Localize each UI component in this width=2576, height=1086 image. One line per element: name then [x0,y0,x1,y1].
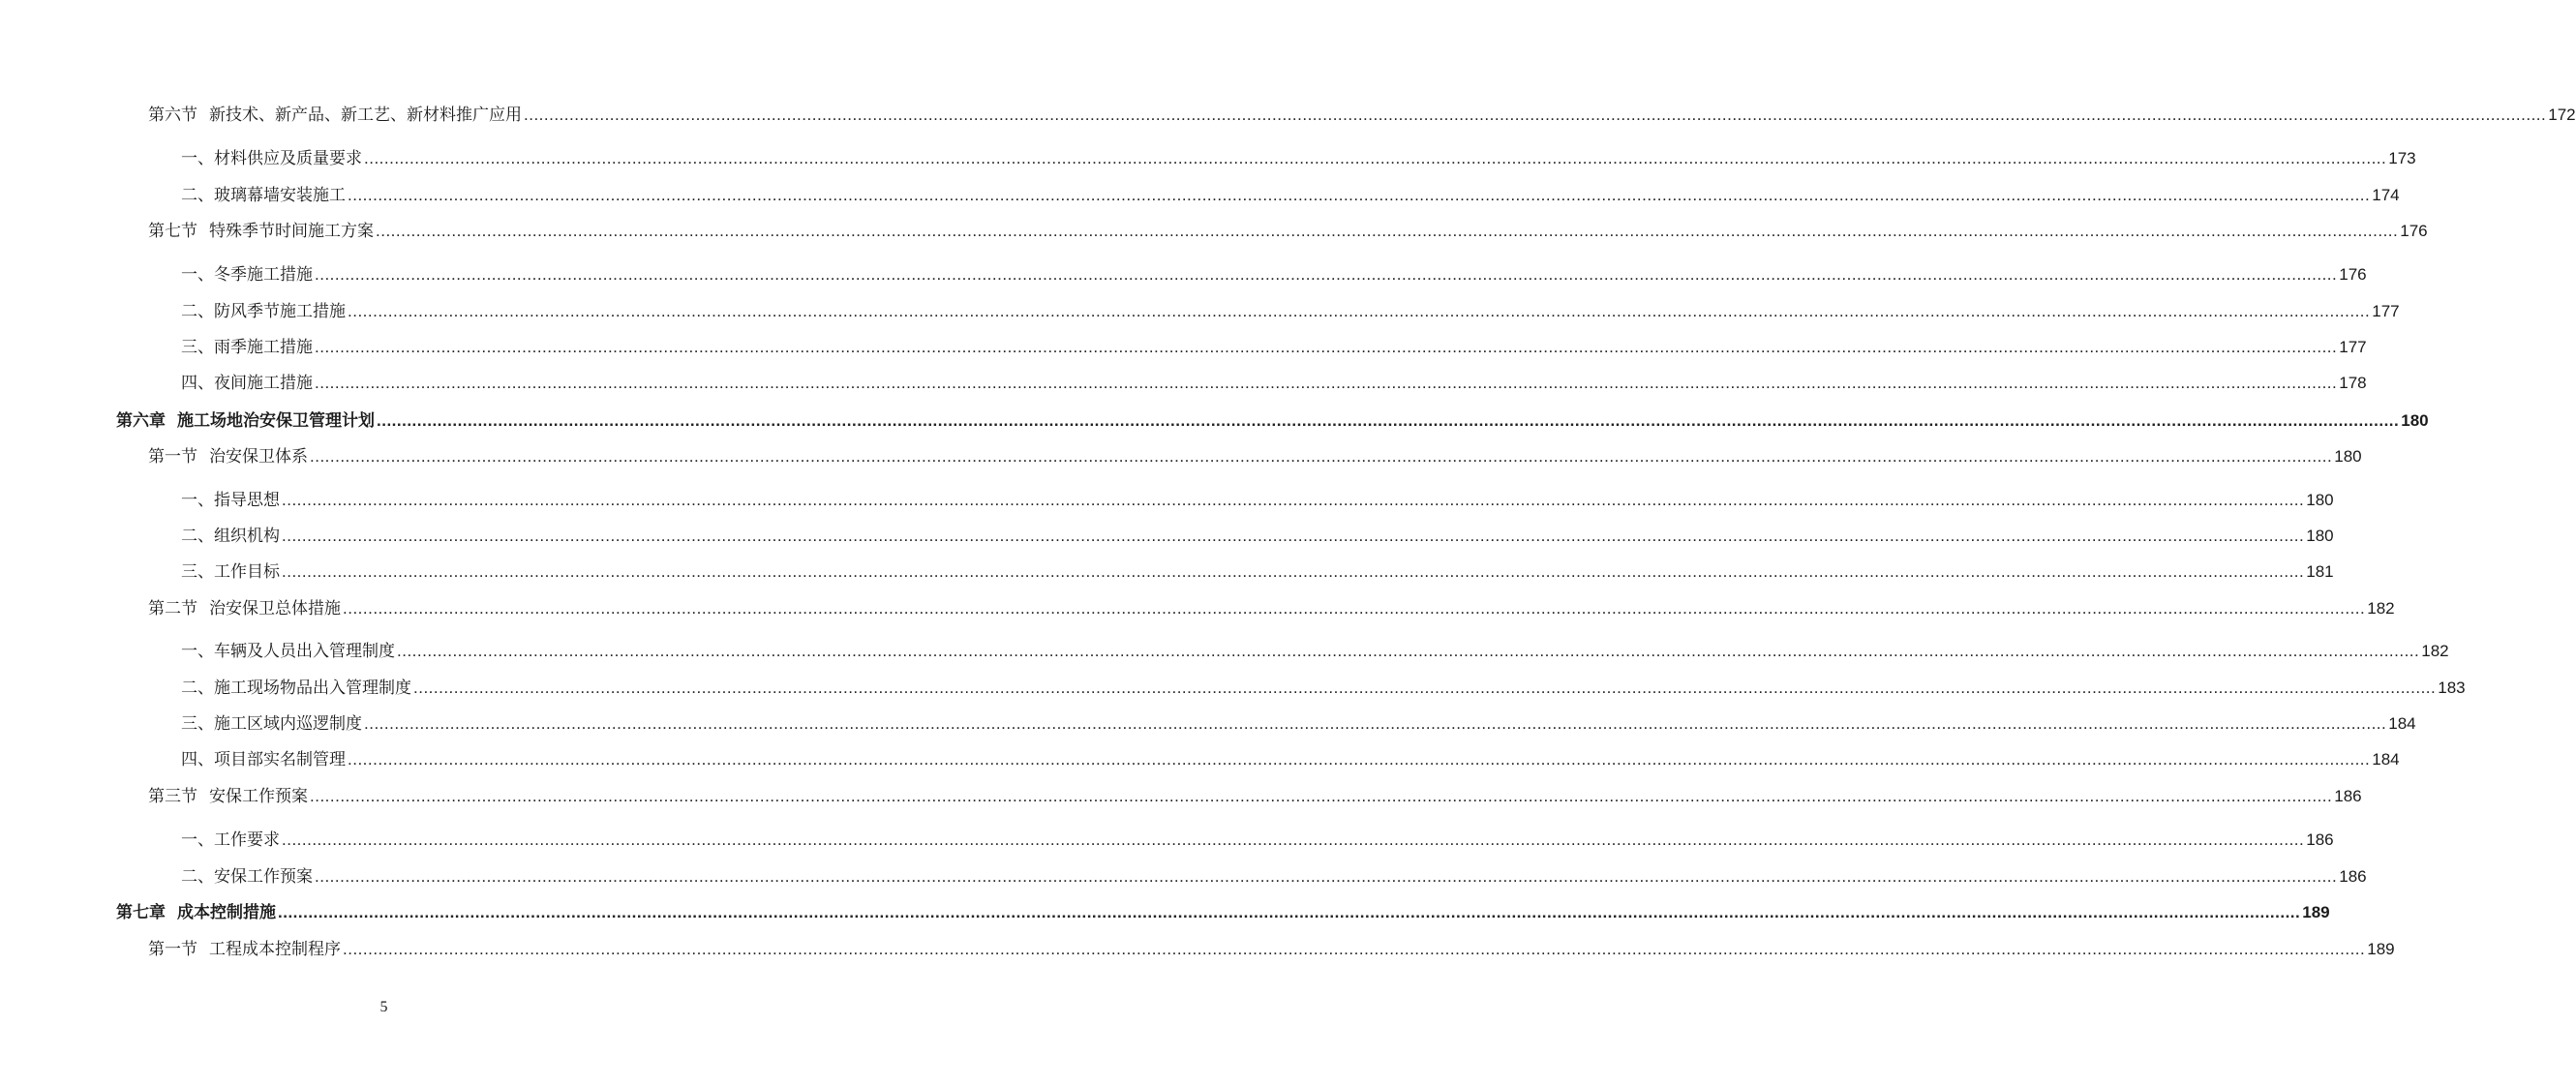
toc-entry[interactable] [148,939,2395,960]
toc-entry-title: 车辆及人员出入管理制度 [214,642,395,661]
toc-entry-number: 三、 [181,714,214,734]
toc-leader-dots: ................................................................................................................................................................................................................................................................................................................................................................................................................ [282,491,2305,509]
toc-entry-label [181,490,280,511]
toc-entry[interactable] [181,526,2334,547]
toc-leader-dots: ................................................................................................................................................................................................................................................................................................................................................................................................................ [348,186,2371,204]
toc-entry-number: 二、 [181,527,214,546]
toc-entry-number: 第七章 [116,903,166,922]
toc-entry-label [181,866,313,888]
toc-entry-page: 186 [2334,787,2362,805]
toc-entry[interactable] [181,337,2367,358]
toc-entry[interactable] [148,598,2395,619]
toc-entry-page: 180 [2306,491,2334,509]
toc-entry-page: 183 [2438,679,2466,697]
toc-entry-title: 施工现场物品出入管理制度 [214,679,411,698]
toc-entry-page: 180 [2401,411,2429,430]
toc-entry-number: 四、 [181,374,214,393]
toc-entry-page: 177 [2372,302,2400,320]
toc-entry-label [181,749,346,770]
toc-entry-page: 178 [2339,374,2367,392]
toc-leader-dots: ................................................................................................................................................................................................................................................................................................................................................................................................................ [315,374,2338,392]
toc-leader-dots: ................................................................................................................................................................................................................................................................................................................................................................................................................ [310,787,2333,805]
toc-entry-title: 施工场地治安保卫管理计划 [177,411,375,431]
toc-entry-title: 安保工作预案 [209,787,308,806]
toc-entry-page: 174 [2372,186,2400,204]
toc-entry[interactable] [181,264,2367,286]
toc-entry-number: 第七节 [148,222,197,241]
toc-entry-label [181,148,362,169]
toc-entry-label [148,939,341,960]
toc-entry-title: 新技术、新产品、新工艺、新材料推广应用 [209,106,522,125]
toc-leader-dots: ................................................................................................................................................................................................................................................................................................................................................................................................................ [348,750,2371,769]
toc-entry-label [181,561,280,583]
toc-entry[interactable] [181,185,2400,206]
toc-leader-dots: ................................................................................................................................................................................................................................................................................................................................................................................................................ [364,149,2387,167]
toc-entry-title: 材料供应及质量要求 [214,149,362,168]
toc-entry-page: 189 [2302,903,2330,921]
toc-entry-number: 第三节 [148,787,197,806]
toc-entry-page: 186 [2339,867,2367,886]
toc-entry[interactable] [181,301,2400,322]
toc-entry-title: 项目部实名制管理 [214,750,346,769]
toc-leader-dots: ................................................................................................................................................................................................................................................................................................................................................................................................................ [310,447,2333,466]
toc-entry-label [148,598,341,619]
toc-leader-dots: ................................................................................................................................................................................................................................................................................................................................................................................................................ [413,679,2437,697]
toc-entry[interactable] [181,148,2416,169]
toc-leader-dots: ................................................................................................................................................................................................................................................................................................................................................................................................................ [278,903,2301,921]
toc-entry-number: 一、 [181,642,214,661]
toc-entry-page: 173 [2388,149,2416,167]
toc-entry-number: 三、 [181,562,214,582]
toc-entry-label [181,301,346,322]
toc-entry-page: 186 [2306,830,2334,849]
toc-entry-page: 180 [2306,527,2334,545]
toc-leader-dots: ................................................................................................................................................................................................................................................................................................................................................................................................................ [282,562,2305,581]
toc-entry-number: 一、 [181,830,214,850]
toc-entry-page: 189 [2367,940,2395,958]
toc-entry-number: 二、 [181,679,214,698]
toc-entry-title: 安保工作预案 [214,867,313,887]
toc-entry[interactable] [148,105,2576,126]
toc-entry-page: 172 [2548,106,2576,124]
toc-entry-title: 雨季施工措施 [214,338,313,357]
toc-entry-page: 182 [2367,599,2395,618]
toc-entry-number: 一、 [181,149,214,168]
toc-entry-title: 工作要求 [214,830,280,850]
toc-entry-title: 防风季节施工措施 [214,302,346,321]
toc-entry[interactable] [148,786,2362,807]
toc-entry-label [181,830,280,851]
page-number: 5 [379,999,388,1015]
toc-leader-dots: ................................................................................................................................................................................................................................................................................................................................................................................................................ [282,527,2305,545]
toc-entry-page: 184 [2372,750,2400,769]
toc-entry-label [116,410,375,432]
toc-entry-title: 治安保卫总体措施 [209,599,341,618]
toc-entry-page: 177 [2339,338,2367,356]
toc-entry[interactable] [181,561,2334,583]
toc-entry-label [148,105,522,126]
toc-entry-title: 指导思想 [214,491,280,510]
toc-entry-number: 第二节 [148,599,197,618]
toc-entry-title: 组织机构 [214,527,280,546]
toc-entry-label [181,373,313,394]
toc-leader-dots: ................................................................................................................................................................................................................................................................................................................................................................................................................ [376,222,2399,240]
toc-entry-title: 工程成本控制程序 [209,940,341,959]
toc-entry[interactable] [181,490,2334,511]
toc-entry-number: 四、 [181,750,214,769]
toc-leader-dots: ................................................................................................................................................................................................................................................................................................................................................................................................................ [397,642,2420,660]
toc-entry-label [181,713,362,735]
toc-entry-label [181,641,395,662]
toc-entry[interactable] [181,641,2449,662]
toc-entry-page: 180 [2334,447,2362,466]
toc-entry[interactable] [116,410,2429,432]
toc-entry-number: 第一节 [148,940,197,959]
toc-leader-dots: ................................................................................................................................................................................................................................................................................................................................................................................................................ [524,106,2547,124]
toc-entry[interactable] [181,749,2400,770]
toc-entry-label [181,264,313,286]
toc-leader-dots: ................................................................................................................................................................................................................................................................................................................................................................................................................ [348,302,2371,320]
toc-leader-dots: ................................................................................................................................................................................................................................................................................................................................................................................................................ [343,940,2366,958]
toc-entry-number: 第六节 [148,106,197,125]
toc-entry[interactable] [148,446,2362,468]
toc-entry-label [181,337,313,358]
toc-entry-title: 治安保卫体系 [209,447,308,467]
toc-leader-dots: ................................................................................................................................................................................................................................................................................................................................................................................................................ [315,867,2338,886]
toc-entry-title: 成本控制措施 [177,903,276,922]
toc-entry-label [148,221,374,242]
toc-leader-dots: ................................................................................................................................................................................................................................................................................................................................................................................................................ [377,411,2400,430]
toc-entry-label [148,786,308,807]
toc-entry-title: 工作目标 [214,562,280,582]
toc-entry-number: 第一节 [148,447,197,467]
toc-entry-number: 三、 [181,338,214,357]
toc-entry[interactable] [181,830,2334,851]
toc-entry-page: 184 [2388,714,2416,733]
toc-leader-dots: ................................................................................................................................................................................................................................................................................................................................................................................................................ [282,830,2305,849]
toc-leader-dots: ................................................................................................................................................................................................................................................................................................................................................................................................................ [343,599,2366,618]
toc-entry[interactable] [181,373,2367,394]
toc-entry-number: 一、 [181,265,214,285]
toc-entry[interactable] [181,713,2416,735]
toc-entry-number: 二、 [181,867,214,887]
toc-entry-page: 176 [2400,222,2428,240]
toc-entry-number: 二、 [181,186,214,205]
toc-entry-page: 176 [2339,265,2367,284]
toc-entry-label [181,185,346,206]
toc-entry[interactable] [181,678,2466,699]
toc-entry-label [148,446,308,468]
toc-entry-number: 一、 [181,491,214,510]
toc-entry-title: 夜间施工措施 [214,374,313,393]
toc-entry[interactable] [148,221,2428,242]
toc-entry-page: 181 [2306,562,2334,581]
toc-leader-dots: ................................................................................................................................................................................................................................................................................................................................................................................................................ [364,714,2387,733]
toc-entry-number: 第六章 [116,411,166,431]
toc-entry-label [181,526,280,547]
toc-entry-label [116,902,276,923]
toc-entry-title: 冬季施工措施 [214,265,313,285]
toc-entry-number: 二、 [181,302,214,321]
toc-leader-dots: ................................................................................................................................................................................................................................................................................................................................................................................................................ [315,338,2338,356]
toc-leader-dots: ................................................................................................................................................................................................................................................................................................................................................................................................................ [315,265,2338,284]
toc-entry-label [181,678,411,699]
toc-entry-title: 特殊季节时间施工方案 [209,222,374,241]
toc-entry-title: 玻璃幕墙安装施工 [214,186,346,205]
toc-entry-title: 施工区域内巡逻制度 [214,714,362,734]
toc-entry[interactable] [181,866,2367,888]
toc-entry[interactable] [116,902,2330,923]
toc-entry-page: 182 [2421,642,2449,660]
